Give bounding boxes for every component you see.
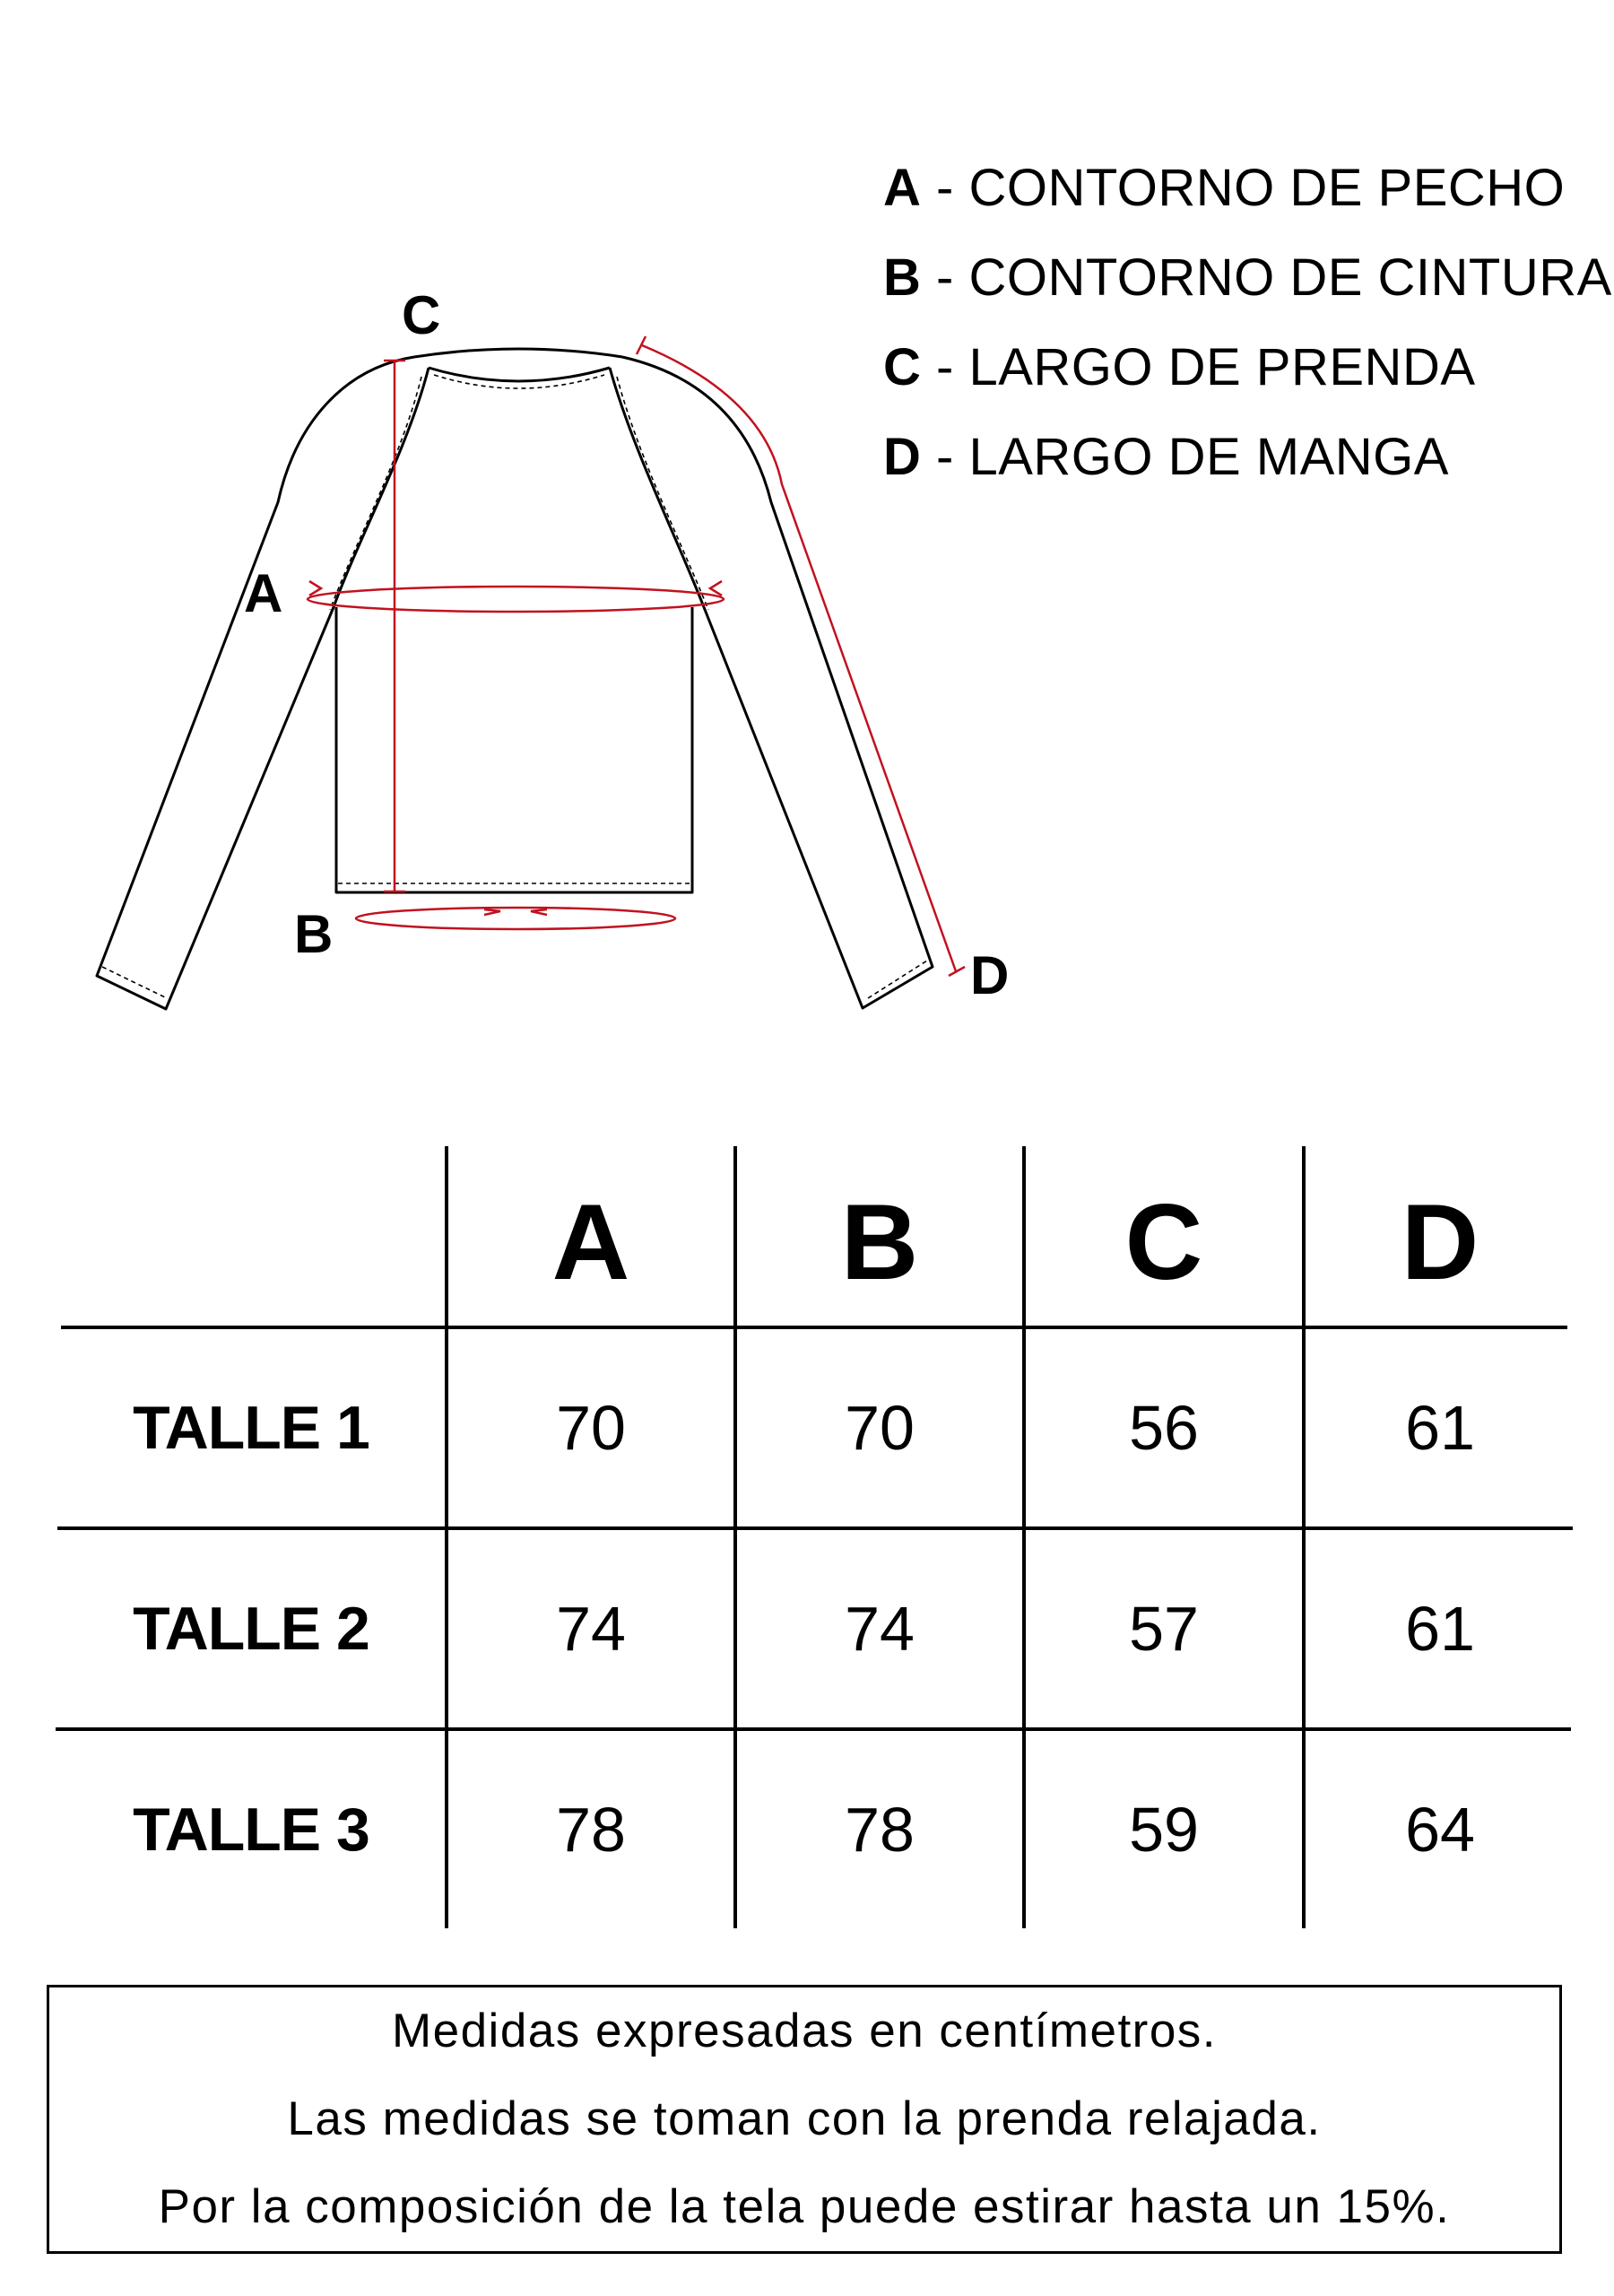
legend-letter: D [883, 428, 922, 486]
table-cell: 61 [1405, 1393, 1475, 1463]
note-line: Medidas expresadas en centímetros. [391, 2005, 1218, 2057]
table-cell: 64 [1405, 1795, 1475, 1865]
table-cell: 74 [845, 1594, 915, 1664]
column-header-c: C [1124, 1182, 1203, 1302]
table-cell: 61 [1405, 1594, 1475, 1664]
column-header-a: A [551, 1182, 630, 1302]
note-line: Por la composición de la tela puede estirar hasta un 15%. [158, 2180, 1451, 2233]
table-cell: 70 [556, 1393, 626, 1463]
legend-item-b [883, 233, 1612, 323]
row-label: TALLE 2 [133, 1595, 369, 1663]
table-cell: 70 [845, 1393, 915, 1463]
legend-text: - LARGO DE MANGA [936, 428, 1449, 486]
label-point-a: A [244, 563, 283, 623]
legend-item-a [883, 144, 1612, 233]
label-point-d: D [970, 945, 1010, 1005]
size-table [0, 1139, 1614, 1928]
table-cell: 78 [556, 1795, 626, 1865]
table-cell: 57 [1129, 1594, 1199, 1664]
table-cell: 59 [1129, 1795, 1199, 1865]
legend-letter: B [883, 248, 922, 307]
legend-text: - CONTORNO DE PECHO [936, 159, 1566, 217]
measure-a-chest [308, 581, 724, 612]
row-label: TALLE 3 [133, 1796, 369, 1864]
label-point-c: C [402, 285, 441, 345]
legend-text: - LARGO DE PRENDA [936, 338, 1476, 396]
legend-letter: A [883, 159, 922, 217]
table-cell: 56 [1129, 1393, 1199, 1463]
label-point-b: B [294, 904, 334, 964]
row-label: TALLE 1 [133, 1394, 369, 1462]
note-line: Las medidas se toman con la prenda relajada. [287, 2092, 1322, 2145]
measurement-legend [883, 144, 1612, 502]
stitch-lines [102, 375, 927, 998]
legend-text: - CONTORNO DE CINTURA [936, 248, 1612, 307]
legend-item-c [883, 323, 1612, 413]
legend-item-d [883, 413, 1612, 502]
legend-letter: C [883, 338, 922, 396]
notes-box [47, 1985, 1562, 2254]
column-header-b: B [840, 1182, 919, 1302]
column-header-d: D [1401, 1182, 1480, 1302]
measure-b-waist [356, 908, 675, 929]
table-cell: 74 [556, 1594, 626, 1664]
table-cell: 78 [845, 1795, 915, 1865]
sweater-outline [97, 349, 933, 1009]
